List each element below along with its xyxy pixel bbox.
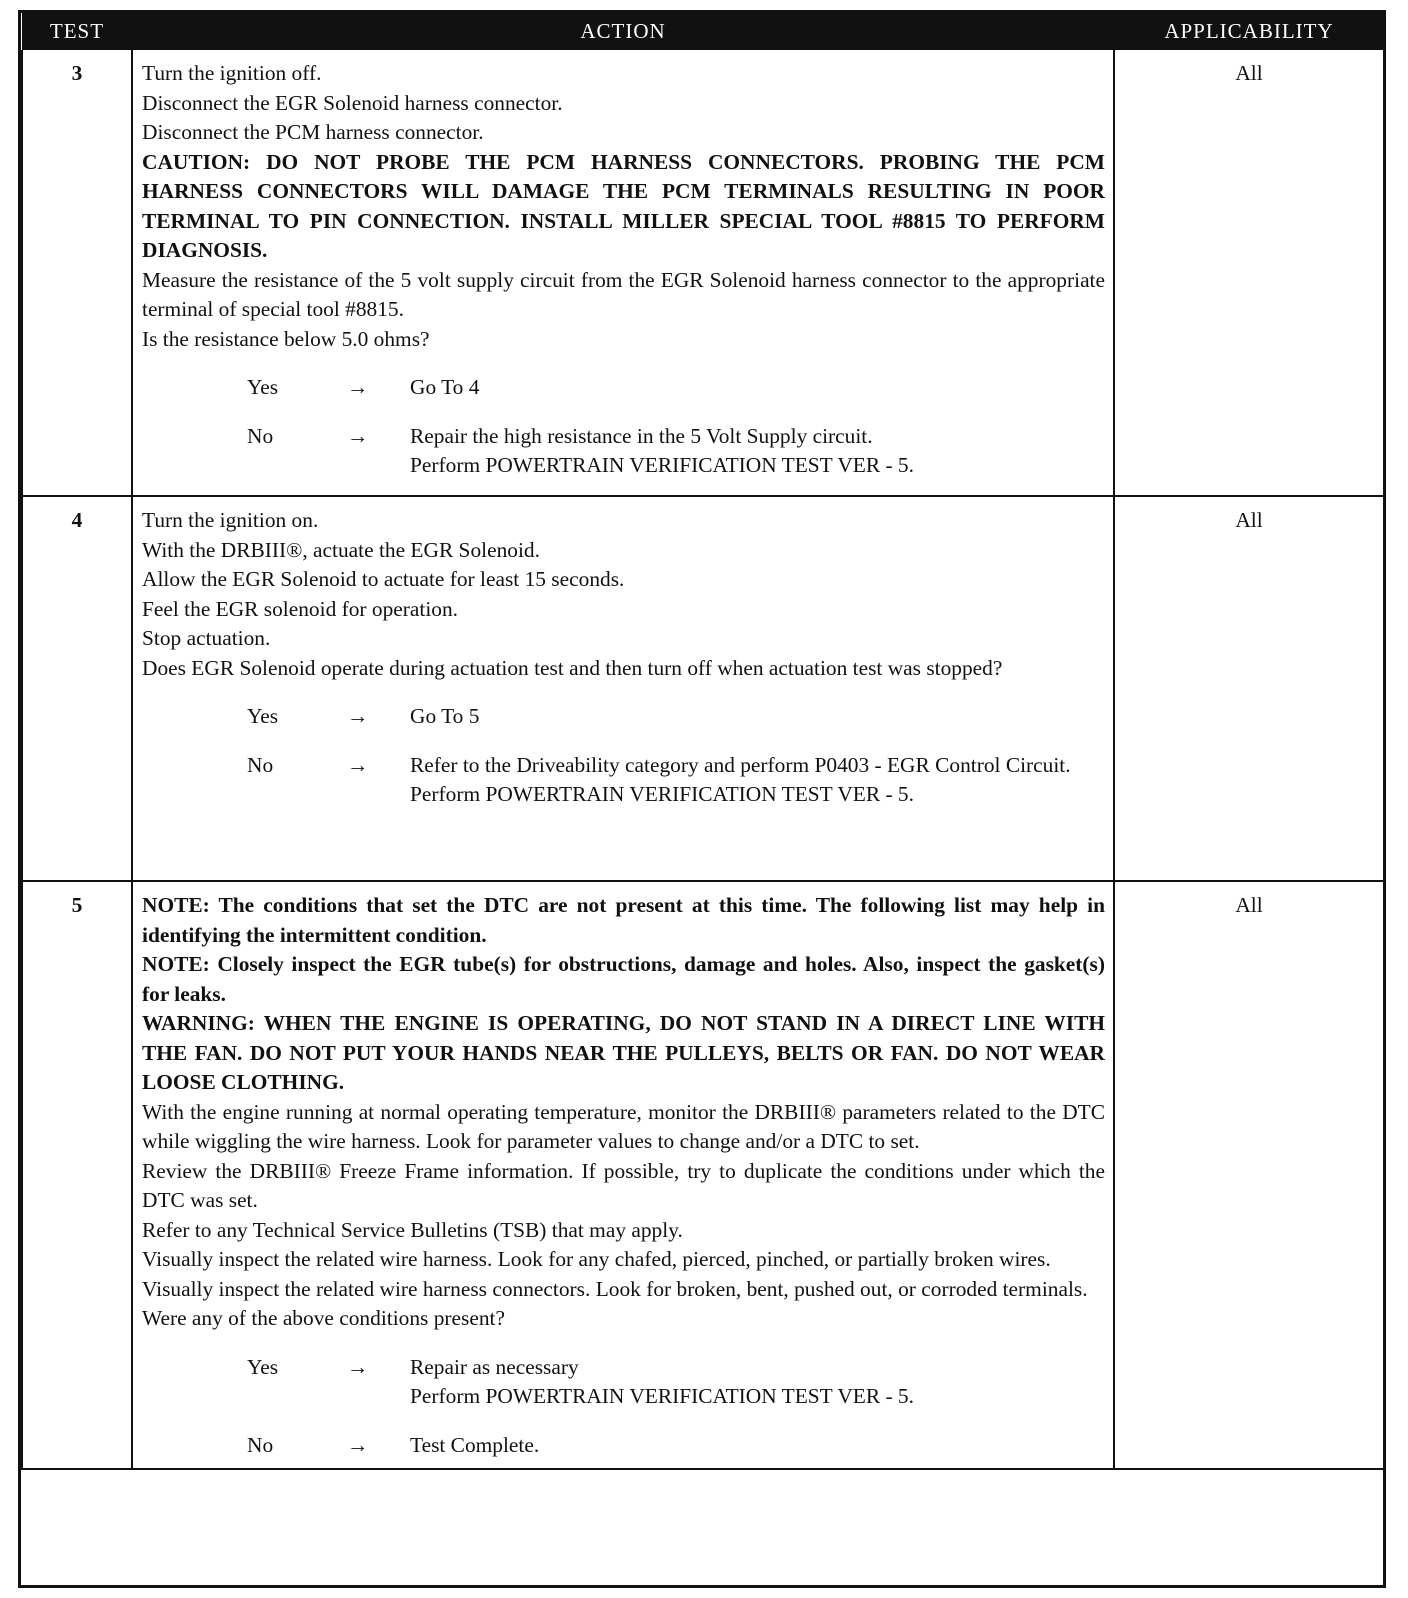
action-cell <box>132 496 1114 881</box>
table-row <box>22 50 1384 496</box>
instruction-text: Turn the ignition off. <box>142 61 322 85</box>
instruction-text: Visually inspect the related wire harness. Look for any chafed, pierced, pinched, or partially broken wires. <box>142 1247 1051 1271</box>
applicability-cell: All <box>1114 881 1384 1469</box>
answer-label: Yes <box>247 1354 279 1379</box>
diagnostic-procedure-table <box>18 10 1386 1588</box>
answer-result <box>410 1431 1105 1461</box>
action-cell <box>132 881 1114 1469</box>
instruction-text: Visually inspect the related wire harness connectors. Look for broken, bent, pushed out, or corroded terminals. <box>142 1276 1088 1301</box>
arrow-right-icon: → <box>347 752 369 777</box>
instruction-text: Disconnect the EGR Solenoid harness connector. <box>142 90 563 115</box>
instruction-text: Review the DRBIII® Freeze Frame information. If possible, try to duplicate the conditions under which the DTC was set. <box>142 1158 1105 1212</box>
answer-result <box>410 1353 1105 1412</box>
instruction-text: Disconnect the PCM harness connector. <box>142 120 484 144</box>
instruction-text: Does EGR Solenoid operate during actuation test and then turn off when actuation test was stopped? <box>142 655 1003 680</box>
answer-result-line: Test Complete. <box>410 1432 540 1457</box>
instruction-text: Refer to any Technical Service Bulletins (TSB) that may apply. <box>142 1217 683 1242</box>
answer-result <box>410 422 1105 481</box>
answer-result-line: Go To 5 <box>410 704 480 728</box>
applicability-cell: All <box>1114 50 1384 496</box>
answer-result-line: Repair as necessary <box>410 1354 579 1379</box>
warning-note-text: WARNING: WHEN THE ENGINE IS OPERATING, DO NOT STAND IN A DIRECT LINE WITH THE FAN. DO NOT PUT YOUR HANDS NEAR THE PULLEYS, BELTS OR FAN. DO NOT WEAR LOOSE CLOTHING. <box>142 1011 1105 1094</box>
arrow-right-icon: → <box>347 1432 369 1457</box>
answer-branch-yes <box>142 1353 1105 1412</box>
arrow-right-icon: → <box>347 1354 369 1379</box>
answer-result <box>410 702 1105 732</box>
instruction-text: With the engine running at normal operating temperature, monitor the DRBIII® parameters related to the DTC while wiggling the wire harness. Look for parameter values to change and/or a DTC to set. <box>142 1099 1105 1153</box>
instruction-text: Allow the EGR Solenoid to actuate for least 15 seconds. <box>142 567 625 591</box>
arrow-right-icon: → <box>347 423 369 448</box>
instruction-text: With the DRBIII®, actuate the EGR Solenoid. <box>142 537 540 562</box>
instruction-text: Were any of the above conditions present? <box>142 1306 505 1330</box>
answer-result-line: Go To 4 <box>410 375 480 399</box>
table-row <box>22 881 1384 1469</box>
answer-branch-no <box>142 1431 1105 1461</box>
answer-result <box>410 751 1105 810</box>
action-cell <box>132 50 1114 496</box>
answer-branch-no <box>142 751 1105 810</box>
answer-branch-yes <box>142 702 1105 732</box>
answer-label: No <box>247 752 274 777</box>
instruction-text: Feel the EGR solenoid for operation. <box>142 596 459 621</box>
test-table <box>21 13 1385 1470</box>
table-header-row <box>22 13 1384 50</box>
test-number: 5 <box>22 881 132 1469</box>
answer-result <box>410 373 1105 403</box>
arrow-right-icon: → <box>347 375 369 399</box>
warning-note-text: CAUTION: DO NOT PROBE THE PCM HARNESS CONNECTORS. PROBING THE PCM HARNESS CONNECTORS WILL DAMAGE THE PCM TERMINALS RESULTING IN POOR TERMINAL TO PIN CONNECTION. INSTALL MILLER SPECIAL TOOL #8815 TO PERFORM DIAGNOSIS. <box>142 149 1105 262</box>
arrow-right-icon: → <box>347 704 369 728</box>
instruction-text: Stop actuation. <box>142 626 271 650</box>
table-row <box>22 496 1384 881</box>
test-number: 4 <box>22 496 132 881</box>
test-number: 3 <box>22 50 132 496</box>
instruction-text: Turn the ignition on. <box>142 508 319 532</box>
warning-note-text: NOTE: Closely inspect the EGR tube(s) for obstructions, damage and holes. Also, inspect the gasket(s) for leaks. <box>142 952 1105 1006</box>
header-action: ACTION <box>132 13 1114 50</box>
applicability-cell: All <box>1114 496 1384 881</box>
header-test: TEST <box>22 13 132 50</box>
answer-result-line: Refer to the Driveability category and perform P0403 - EGR Control Circuit. <box>410 752 1071 777</box>
header-applicability: APPLICABILITY <box>1114 13 1384 50</box>
answer-label: No <box>247 423 274 448</box>
answer-result-line: Perform POWERTRAIN VERIFICATION TEST VER - 5. <box>410 782 914 806</box>
answer-label: No <box>247 1432 274 1457</box>
answer-label: Yes <box>247 704 279 728</box>
instruction-text: Is the resistance below 5.0 ohms? <box>142 326 430 351</box>
answer-branch-no <box>142 422 1105 481</box>
answer-result-line: Perform POWERTRAIN VERIFICATION TEST VER - 5. <box>410 1384 914 1408</box>
answer-result-line: Repair the high resistance in the 5 Volt Supply circuit. <box>410 423 873 448</box>
answer-result-line: Perform POWERTRAIN VERIFICATION TEST VER - 5. <box>410 453 914 477</box>
answer-branch-yes <box>142 373 1105 403</box>
instruction-text: Measure the resistance of the 5 volt supply circuit from the EGR Solenoid harness connector to the appropriate terminal of special tool #8815. <box>142 267 1105 321</box>
answer-label: Yes <box>247 375 279 399</box>
warning-note-text: NOTE: The conditions that set the DTC are not present at this time. The following list may help in identifying the intermittent condition. <box>142 893 1105 947</box>
